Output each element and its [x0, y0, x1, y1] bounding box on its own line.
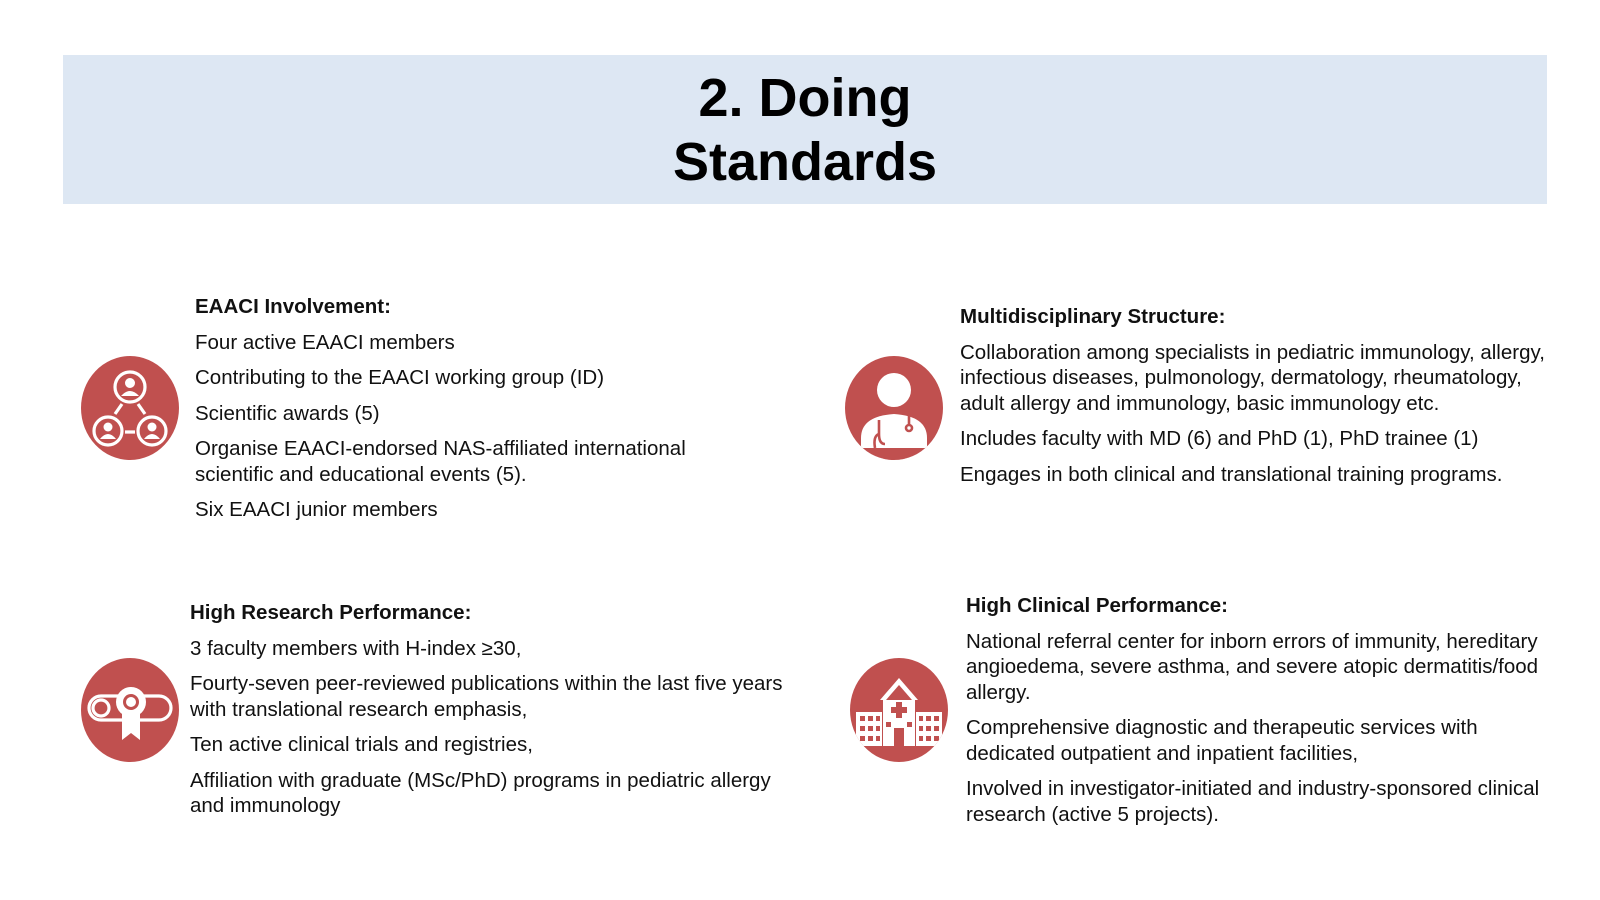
- list-item: Contributing to the EAACI working group (ID): [195, 366, 605, 389]
- list-item: Comprehensive diagnostic and therapeutic services with dedicated outpatient and inpatient facilities,: [966, 716, 1478, 765]
- eaaci-involvement-block: [195, 294, 755, 533]
- clinical-block: [966, 593, 1556, 837]
- network-people-icon: [81, 356, 179, 460]
- research-heading: High Research Performance:: [190, 601, 472, 624]
- list-item: Collaboration among specialists in pediatric immunology, allergy, infectious diseases, pulmonology, dermatology, rheumatology, adult allergy and immunology, basic immunology etc.: [960, 340, 1545, 415]
- eaaci-list: [195, 330, 755, 523]
- eaaci-heading: EAACI Involvement:: [195, 295, 391, 318]
- list-item: Ten active clinical trials and registries,: [190, 733, 533, 756]
- list-item: Scientific awards (5): [195, 401, 380, 425]
- list-item: Organise EAACI-endorsed NAS-affiliated international scientific and educational events (5).: [195, 437, 686, 486]
- list-item: Affiliation with graduate (MSc/PhD) programs in pediatric allergy and immunology: [190, 768, 771, 817]
- list-item: National referral center for inborn errors of immunity, hereditary angioedema, severe asthma, and severe atopic dermatitis/food allergy.: [966, 629, 1539, 704]
- research-block: [190, 600, 790, 829]
- clinical-heading: High Clinical Performance:: [966, 594, 1229, 617]
- clinical-list: [966, 629, 1556, 828]
- list-item: Involved in investigator-initiated and industry-sponsored clinical research (active 5 projects).: [966, 777, 1540, 826]
- slide-title-line-2: Standards: [672, 131, 938, 192]
- title-band: [63, 55, 1547, 204]
- list-item: 3 faculty members with H-index ≥30,: [190, 636, 522, 660]
- hospital-icon: [850, 658, 948, 762]
- list-item: Engages in both clinical and translational training programs.: [960, 462, 1503, 486]
- list-item: Fourty-seven peer-reviewed publications within the last five years with translational research emphasis,: [190, 672, 783, 721]
- slide-title: [673, 66, 937, 194]
- list-item: Six EAACI junior members: [195, 498, 438, 521]
- slide-title-line-1: 2. Doing: [698, 67, 912, 128]
- doctor-icon: [845, 356, 943, 460]
- multidisciplinary-block: [960, 304, 1560, 497]
- list-item: Includes faculty with MD (6) and PhD (1), PhD trainee (1): [960, 427, 1479, 450]
- research-list: [190, 636, 790, 819]
- list-item: Four active EAACI members: [195, 330, 455, 354]
- multidisciplinary-heading: Multidisciplinary Structure:: [960, 305, 1226, 328]
- diploma-icon: [81, 658, 179, 762]
- multidisciplinary-list: [960, 340, 1560, 488]
